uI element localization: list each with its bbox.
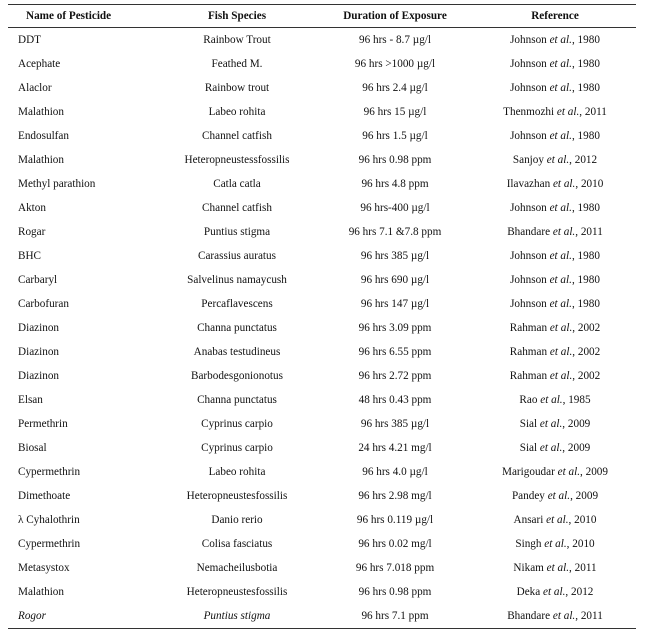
reference-etal: et al. [540, 394, 563, 406]
duration-cell: 96 hrs 0.02 mg/l [358, 538, 432, 550]
reference-year: , 2011 [575, 610, 603, 622]
reference-author: Bhandare [507, 226, 551, 238]
fish-species-cell: Labeo rohita [208, 466, 266, 478]
header-duration: Duration of Exposure [343, 10, 447, 22]
table-body [8, 28, 636, 629]
reference-author: Johnson [510, 34, 547, 46]
table-row [8, 508, 636, 532]
reference-cell [474, 220, 636, 244]
header-row [8, 5, 636, 28]
pesticide-cell: DDT [18, 34, 41, 46]
reference-year: , 1980 [571, 58, 600, 70]
table-row [8, 484, 636, 508]
reference-etal: et al. [549, 274, 572, 286]
table-row [8, 604, 636, 629]
reference-year: , 1980 [571, 130, 600, 142]
table-row [8, 532, 636, 556]
reference-etal: et al. [546, 514, 569, 526]
duration-cell: 24 hrs 4.21 mg/l [358, 442, 432, 454]
table-row [8, 580, 636, 604]
pesticide-cell: Rogar [18, 226, 46, 238]
table-header [8, 5, 636, 28]
reference-etal: et al. [549, 130, 572, 142]
reference-etal: et al. [552, 178, 576, 190]
duration-cell: 96 hrs 0.119 µg/l [356, 514, 434, 526]
table-row [8, 244, 636, 268]
fish-species-cell: Channa punctatus [197, 394, 277, 406]
fish-species-cell: Puntius stigma [203, 610, 271, 622]
fish-species-cell: Labeo rohita [208, 106, 266, 118]
duration-cell: 48 hrs 0.43 ppm [358, 394, 432, 406]
duration-cell: 96 hrs 385 µg/l [360, 250, 430, 262]
duration-cell: 96 hrs 385 µg/l [360, 418, 430, 430]
reference-author: Sanjoy [512, 154, 544, 166]
reference-cell [474, 76, 636, 100]
duration-cell: 96 hrs 3.09 ppm [358, 322, 432, 334]
fish-species-cell: Rainbow Trout [203, 34, 271, 46]
reference-author: Singh [515, 538, 542, 550]
table-row [8, 436, 636, 460]
reference-author: Sial [519, 442, 538, 454]
pesticide-cell: Malathion [18, 106, 64, 118]
duration-cell: 96 hrs 147 µg/l [360, 298, 430, 310]
fish-species-cell: Cyprinus carpio [201, 418, 273, 430]
reference-year: , 2010 [575, 178, 604, 190]
reference-year: , 2009 [562, 442, 591, 454]
fish-species-cell: Rainbow trout [204, 82, 270, 94]
reference-author: Johnson [510, 202, 547, 214]
reference-cell [474, 244, 636, 268]
fish-species-cell: Heteropneustesfossilis [186, 586, 288, 598]
pesticide-cell: Akton [18, 202, 46, 214]
duration-cell: 96 hrs - 8.7 µg/l [358, 34, 431, 46]
pesticide-cell: Acephate [18, 58, 61, 70]
table-row [8, 172, 636, 196]
reference-etal: et al. [549, 202, 572, 214]
reference-etal: et al. [549, 322, 573, 334]
table-row [8, 148, 636, 172]
table-row [8, 340, 636, 364]
reference-year: , 1980 [571, 250, 600, 262]
reference-author: Marigoudar [502, 466, 555, 478]
header-reference: Reference [531, 10, 579, 22]
table-row [8, 28, 636, 53]
reference-author: Johnson [510, 58, 547, 70]
table-row [8, 292, 636, 316]
duration-cell: 96 hrs 690 µg/l [360, 274, 430, 286]
fish-species-cell: Feathed M. [211, 58, 263, 70]
reference-etal: et al. [543, 586, 566, 598]
pesticide-cell: Rogor [18, 610, 46, 622]
pesticide-toxicity-table [8, 4, 636, 629]
duration-cell: 96 hrs 2.98 mg/l [358, 490, 432, 502]
reference-year: , 2002 [572, 346, 601, 358]
reference-author: Johnson [510, 130, 547, 142]
table-row [8, 412, 636, 436]
table-row [8, 460, 636, 484]
reference-year: , 2002 [572, 370, 601, 382]
duration-cell: 96 hrs 0.98 ppm [358, 586, 432, 598]
table-row [8, 196, 636, 220]
reference-cell [474, 316, 636, 340]
table-row [8, 100, 636, 124]
fish-species-cell: Catla catla [213, 178, 261, 190]
reference-year: , 2009 [580, 466, 608, 478]
reference-year: , 1980 [571, 34, 600, 46]
reference-cell [474, 196, 636, 220]
pesticide-cell: Cypermethrin [18, 538, 81, 550]
duration-cell: 96 hrs 15 µg/l [363, 106, 427, 118]
header-pesticide: Name of Pesticide [26, 10, 112, 22]
reference-cell [474, 532, 636, 556]
fish-species-cell: Heteropneustesfossilis [186, 490, 288, 502]
reference-cell [474, 364, 636, 388]
pesticide-cell: Diazinon [18, 322, 60, 334]
reference-year: , 1985 [562, 394, 591, 406]
reference-cell [474, 148, 636, 172]
reference-cell [474, 484, 636, 508]
header-fish-species: Fish Species [207, 10, 267, 22]
reference-author: Rahman [509, 346, 548, 358]
fish-species-cell: Cyprinus carpio [201, 442, 273, 454]
reference-year: , 1980 [571, 82, 600, 94]
reference-author: Deka [516, 586, 541, 598]
reference-author: Rao [519, 394, 538, 406]
reference-etal: et al. [547, 490, 571, 502]
reference-author: Pandey [511, 490, 545, 502]
table-row [8, 364, 636, 388]
table-row [8, 388, 636, 412]
table-row [8, 316, 636, 340]
fish-species-cell: Salvelinus namaycush [187, 274, 287, 286]
reference-year: , 1980 [571, 202, 600, 214]
reference-author: Johnson [510, 82, 547, 94]
reference-author: Ilavazhan [506, 178, 551, 190]
pesticide-cell: Diazinon [18, 370, 60, 382]
reference-year: , 2009 [562, 418, 591, 430]
reference-year: , 2010 [566, 538, 595, 550]
reference-author: Rahman [509, 370, 548, 382]
reference-etal: et al. [557, 466, 581, 478]
fish-species-cell: Heteropneustessfossilis [184, 154, 290, 166]
fish-species-cell: Puntius stigma [203, 226, 271, 238]
reference-author: Sial [519, 418, 538, 430]
table-row [8, 76, 636, 100]
reference-cell [474, 580, 636, 604]
duration-cell: 96 hrs-400 µg/l [360, 202, 430, 214]
reference-year: , 2009 [570, 490, 599, 502]
duration-cell: 96 hrs 7.1 ppm [361, 610, 429, 622]
reference-author: Johnson [510, 274, 547, 286]
reference-year: , 2011 [575, 226, 603, 238]
duration-cell: 96 hrs 7.1 &7.8 ppm [348, 226, 442, 238]
fish-species-cell: Danio rerio [211, 514, 263, 526]
reference-cell [474, 268, 636, 292]
reference-year: , 2010 [568, 514, 597, 526]
pesticide-cell: Dimethoate [18, 490, 71, 502]
reference-etal: et al. [549, 250, 572, 262]
table-row [8, 556, 636, 580]
pesticide-cell: λ Cyhalothrin [18, 514, 80, 526]
reference-author: Nikam [513, 562, 544, 574]
duration-cell: 96 hrs 2.72 ppm [358, 370, 432, 382]
table-row [8, 124, 636, 148]
fish-species-cell: Colisa fasciatus [201, 538, 273, 550]
reference-cell [474, 52, 636, 76]
reference-author: Thenmozhi [503, 106, 555, 118]
reference-author: Ansari [513, 514, 544, 526]
pesticide-cell: Metasystox [18, 562, 70, 574]
pesticide-cell: Cypermethrin [18, 466, 81, 478]
duration-cell: 96 hrs 6.55 ppm [358, 346, 432, 358]
reference-author: Rahman [509, 322, 548, 334]
duration-cell: 96 hrs 0.98 ppm [358, 154, 432, 166]
reference-etal: et al. [549, 370, 573, 382]
table-row [8, 268, 636, 292]
reference-year: , 2002 [572, 322, 601, 334]
reference-cell [474, 436, 636, 460]
table-row [8, 52, 636, 76]
reference-etal: et al. [552, 226, 576, 238]
fish-species-cell: Barbodesgonionotus [191, 370, 283, 382]
reference-year: , 2011 [569, 562, 597, 574]
reference-etal: et al. [539, 442, 563, 454]
reference-etal: et al. [546, 154, 570, 166]
pesticide-cell: Carbaryl [18, 274, 58, 286]
fish-species-cell: Anabas testudineus [193, 346, 281, 358]
reference-etal: et al. [549, 346, 573, 358]
duration-cell: 96 hrs 1.5 µg/l [362, 130, 428, 142]
pesticide-cell: Alaclor [18, 82, 52, 94]
pesticide-cell: Malathion [18, 586, 64, 598]
pesticide-cell: Biosal [18, 442, 47, 454]
duration-cell: 96 hrs 2.4 µg/l [362, 82, 428, 94]
fish-species-cell: Percaflavescens [201, 298, 273, 310]
reference-author: Johnson [510, 298, 547, 310]
reference-cell [474, 412, 636, 436]
reference-author: Bhandare [507, 610, 551, 622]
reference-cell [474, 604, 636, 629]
duration-cell: 96 hrs 4.8 ppm [361, 178, 429, 190]
reference-cell [474, 292, 636, 316]
pesticide-toxicity-table-container [8, 4, 636, 629]
reference-etal: et al. [539, 418, 563, 430]
reference-etal: et al. [549, 82, 572, 94]
reference-cell [474, 340, 636, 364]
reference-etal: et al. [544, 538, 567, 550]
reference-etal: et al. [549, 58, 572, 70]
reference-cell [474, 460, 636, 484]
reference-cell [474, 124, 636, 148]
reference-etal: et al. [552, 610, 576, 622]
pesticide-cell: Permethrin [18, 418, 68, 430]
reference-cell [474, 508, 636, 532]
fish-species-cell: Carassius auratus [198, 250, 276, 262]
fish-species-cell: Nemacheilusbotia [196, 562, 278, 574]
pesticide-cell: Carbofuran [18, 298, 69, 310]
reference-etal: et al. [549, 298, 572, 310]
reference-year: , 2012 [565, 586, 594, 598]
reference-year: , 1980 [571, 274, 600, 286]
duration-cell: 96 hrs 4.0 µg/l [362, 466, 428, 478]
reference-year: , 1980 [571, 298, 600, 310]
fish-species-cell: Channa punctatus [197, 322, 277, 334]
pesticide-cell: Endosulfan [18, 130, 69, 142]
fish-species-cell: Channel catfish [202, 202, 272, 214]
reference-cell [474, 172, 636, 196]
pesticide-cell: Elsan [18, 394, 43, 406]
reference-year: , 2011 [579, 106, 607, 118]
table-row [8, 220, 636, 244]
reference-etal: et al. [549, 34, 572, 46]
pesticide-cell: Methyl parathion [18, 178, 96, 190]
reference-cell [474, 28, 636, 53]
reference-author: Johnson [510, 250, 547, 262]
pesticide-cell: Diazinon [18, 346, 60, 358]
pesticide-cell: BHC [18, 250, 42, 262]
reference-etal: et al. [546, 562, 570, 574]
reference-cell [474, 100, 636, 124]
reference-cell [474, 388, 636, 412]
fish-species-cell: Channel catfish [202, 130, 272, 142]
reference-etal: et al. [556, 106, 580, 118]
reference-year: , 2012 [569, 154, 598, 166]
duration-cell: 96 hrs 7.018 ppm [355, 562, 435, 574]
reference-cell [474, 556, 636, 580]
duration-cell: 96 hrs >1000 µg/l [354, 58, 436, 70]
pesticide-cell: Malathion [18, 154, 64, 166]
